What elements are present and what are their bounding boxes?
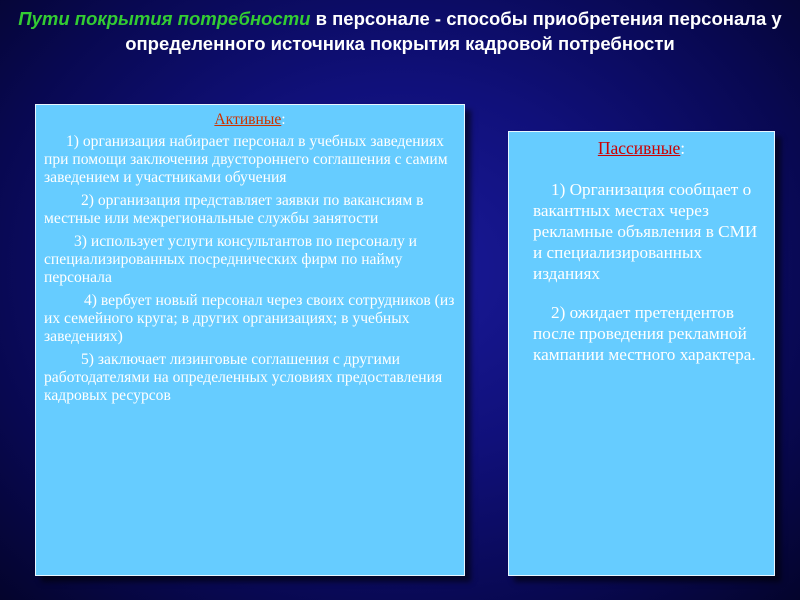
passive-methods-box: [508, 131, 775, 576]
passive-heading: [509, 138, 774, 159]
active-heading-label: Активные: [214, 111, 282, 128]
active-item-3: 3) использует услуги консультантов по персоналу и специализированных посреднических фирм по найму персонала: [44, 233, 418, 286]
passive-item-1: 1) Организация сообщает о вакантных местах через рекламные объявления в СМИ и специализированных изданиях: [533, 180, 758, 283]
active-methods-box: [35, 104, 465, 576]
active-heading-colon: :: [281, 111, 286, 128]
title-italic-part: Пути покрытия потребности: [18, 8, 311, 29]
active-item-1: 1) организация набирает персонал в учебных заведениях при помощи заключения двустороннего соглашения с самим заведением и участниками обучения: [44, 133, 448, 186]
slide-title: [10, 6, 790, 56]
active-item-5: 5) заключает лизинговые соглашения с другими работодателями на определенных условиях предоставления кадровых ресурсов: [44, 351, 443, 404]
passive-heading-colon: :: [680, 138, 686, 158]
passive-heading-label: Пассивные: [597, 138, 681, 158]
active-heading: [36, 111, 464, 129]
active-item-2: 2) организация представляет заявки по вакансиям в местные или межрегиональные службы занятости: [44, 192, 424, 227]
active-item-4: 4) вербует новый персонал через своих сотрудников (из их семейного круга; в других организациях; в учебных заведениях): [44, 292, 455, 345]
passive-item-2: 2) ожидает претендентов после проведения рекламной кампании местного характера.: [533, 303, 756, 364]
title-rest: в персонале - способы приобретения персонала у определенного источника покрытия кадровой потребности: [125, 8, 782, 54]
